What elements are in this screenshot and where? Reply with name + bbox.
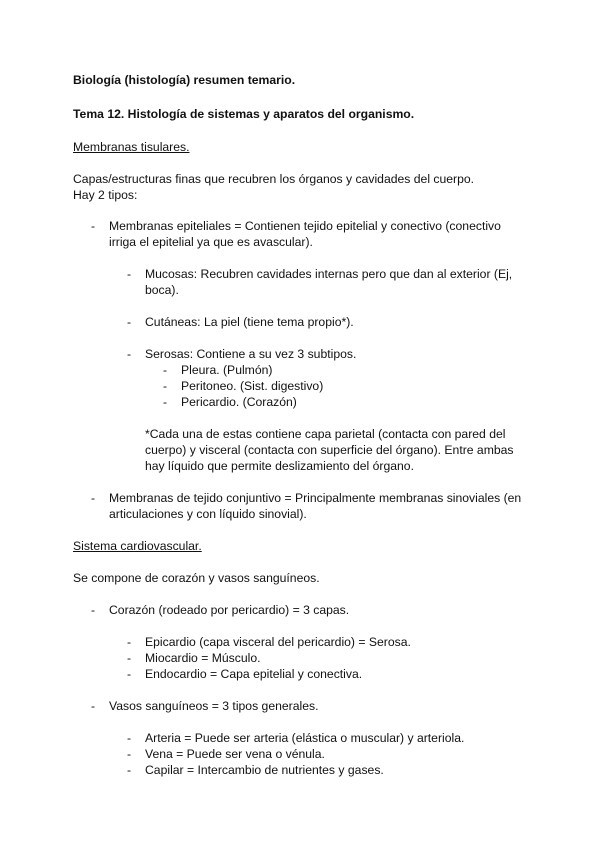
membranes-intro-line-2: Hay 2 tipos: — [73, 188, 138, 202]
list-bullet: - — [91, 603, 96, 617]
cardiovascular-intro: Se compone de corazón y vasos sanguíneos. — [73, 571, 320, 585]
cutaneas-item: Cutáneas: La piel (tiene tema propio*). — [145, 315, 354, 329]
epithelial-line-2: irriga el epitelial ya que es avascular). — [109, 235, 313, 249]
doc-title: Biología (histología) resumen temario. — [73, 73, 296, 87]
list-bullet: - — [91, 491, 96, 505]
serosa-subitem: Peritoneo. (Sist. digestivo) — [181, 379, 324, 393]
vasos-item: Vasos sanguíneos = 3 tipos generales. — [109, 699, 319, 713]
epithelial-line-1: Membranas epiteliales = Contienen tejido epitelial y conectivo (conectivo — [109, 219, 501, 233]
corazon-subitem: Endocardio = Capa epitelial y conectiva. — [145, 667, 363, 681]
serosas-item: Serosas: Contiene a su vez 3 subtipos. — [145, 347, 357, 361]
vasos-subitem: Vena = Puede ser vena o vénula. — [145, 747, 325, 761]
list-bullet: - — [91, 699, 96, 713]
list-bullet: - — [127, 667, 132, 681]
mucosas-line-2: boca). — [145, 283, 179, 297]
serosa-subitem: Pericardio. (Corazón) — [181, 395, 297, 409]
vasos-subitem: Arteria = Puede ser arteria (elástica o muscular) y arteriola. — [145, 731, 465, 745]
list-bullet: - — [127, 763, 132, 777]
topic-title: Tema 12. Histología de sistemas y aparatos del organismo. — [73, 107, 415, 121]
list-bullet: - — [127, 731, 132, 745]
serosa-subitem: Pleura. (Pulmón) — [181, 363, 273, 377]
list-bullet: - — [91, 219, 96, 233]
section-heading-membranes: Membranas tisulares. — [73, 140, 190, 154]
list-bullet: - — [127, 347, 132, 361]
conjuntivo-line-1: Membranas de tejido conjuntivo = Principalmente membranas sinoviales (en — [109, 491, 522, 505]
list-bullet: - — [163, 363, 168, 377]
list-bullet: - — [163, 395, 168, 409]
corazon-subitem: Miocardio = Músculo. — [145, 651, 261, 665]
serosas-note-line-1: *Cada una de estas contiene capa parietal (contacta con pared del — [145, 427, 506, 441]
vasos-subitem: Capilar = Intercambio de nutrientes y gases. — [145, 763, 384, 777]
section-heading-cardiovascular: Sistema cardiovascular. — [73, 539, 202, 553]
list-bullet: - — [163, 379, 168, 393]
conjuntivo-line-2: articulaciones y con líquido sinovial). — [109, 507, 307, 521]
list-bullet: - — [127, 651, 132, 665]
corazon-item: Corazón (rodeado por pericardio) = 3 capas. — [109, 603, 350, 617]
serosas-note-line-3: hay líquido que permite deslizamiento del órgano. — [145, 459, 414, 473]
list-bullet: - — [127, 267, 132, 281]
list-bullet: - — [127, 315, 132, 329]
mucosas-line-1: Mucosas: Recubren cavidades internas pero que dan al exterior (Ej, — [145, 267, 513, 281]
serosas-note-line-2: cuerpo) y visceral (contacta con superficie del órgano). Entre ambas — [145, 443, 514, 457]
corazon-subitem: Epicardio (capa visceral del pericardio) = Serosa. — [145, 635, 411, 649]
list-bullet: - — [127, 635, 132, 649]
membranes-intro-line-1: Capas/estructuras finas que recubren los órganos y cavidades del cuerpo. — [73, 172, 475, 186]
list-bullet: - — [127, 747, 132, 761]
